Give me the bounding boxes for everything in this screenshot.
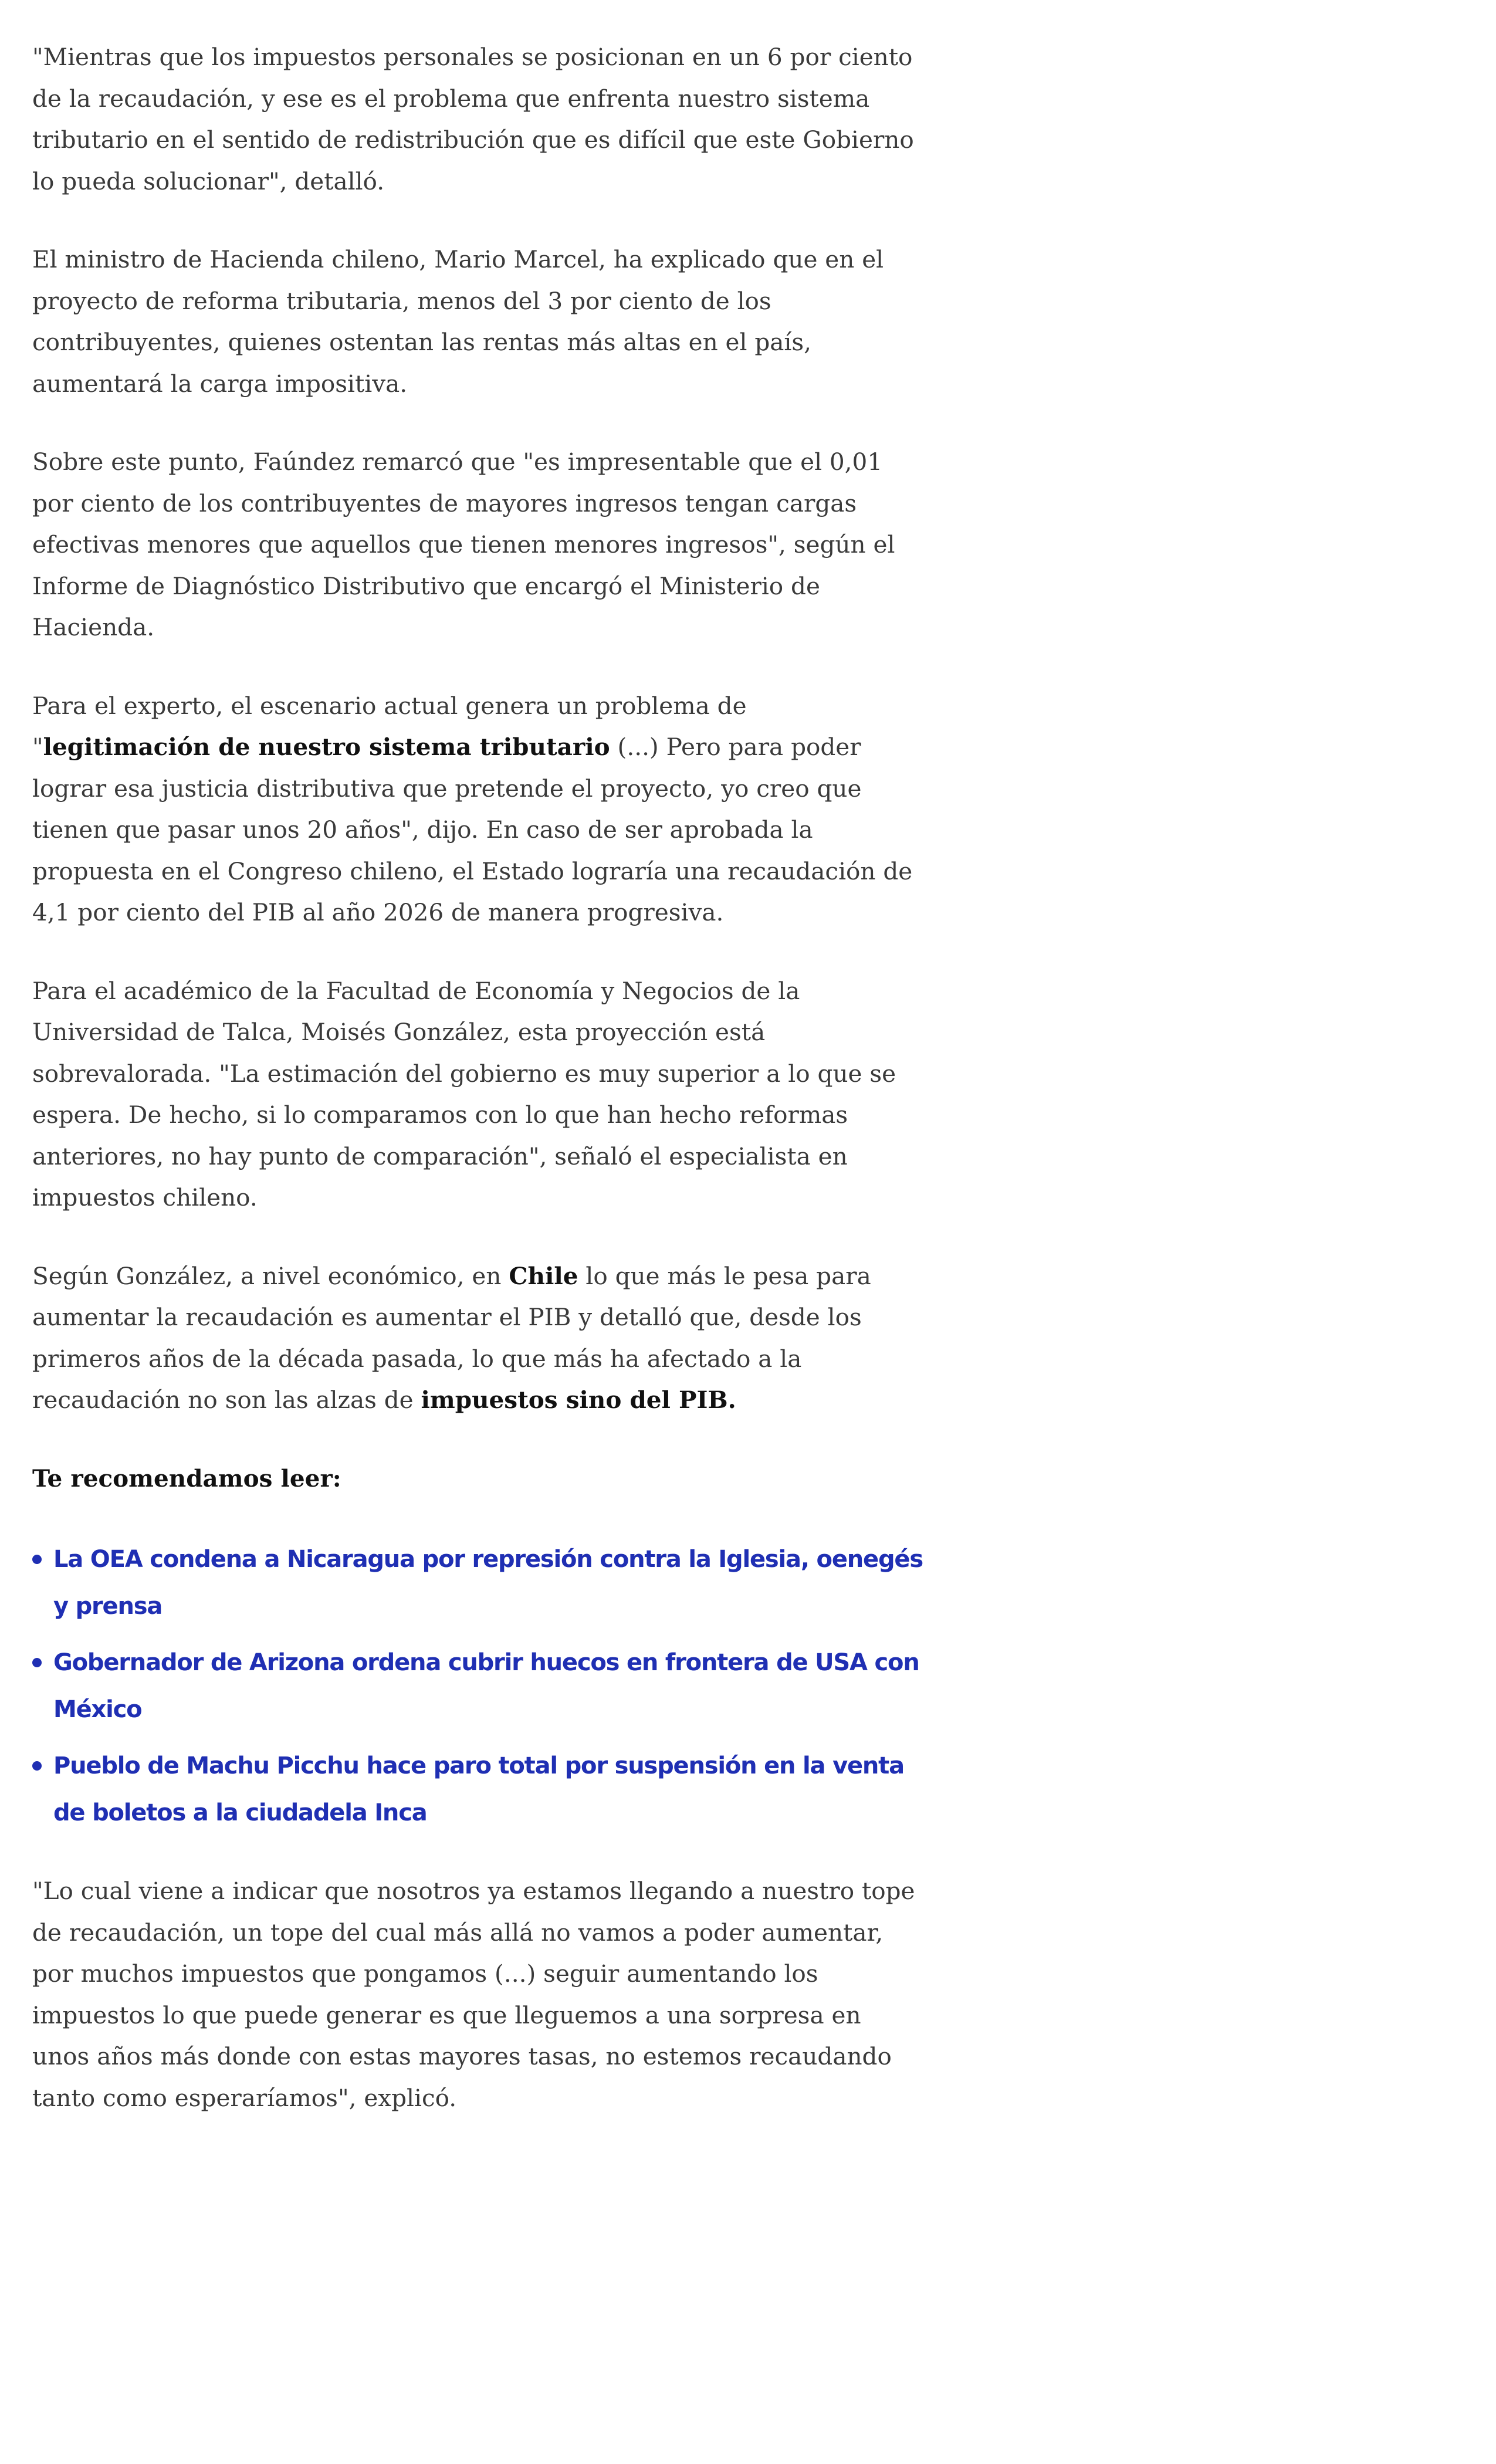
paragraph-6-bold-phrase: impuestos sino del PIB. [421,1386,736,1414]
recommended-heading: Te recomendamos leer: [32,1464,341,1492]
recommended-links-list [32,1536,924,1836]
paragraph-4-text-start: Para el experto, el escenario actual genera un problema de " [32,691,747,761]
paragraph-6-text-start: Según González, a nivel económico, en [32,1261,509,1290]
paragraph-4-bold-phrase: legitimación de nuestro sistema tributario [43,733,610,761]
paragraph-4-text-end: (...) Pero para poder lograr esa justicia distributiva que pretende el proyecto, yo creo que tienen que pasar unos 20 años", dijo. En caso de ser aprobada la propuesta en el Congreso chileno, el Estado lograría una recaudación de 4,1 por ciento del PIB al año 2026 de manera progresiva. [32,733,913,926]
paragraph-6-bold-country: Chile [509,1261,578,1290]
recommended-list-item [32,1536,924,1630]
recommended-list-item [32,1742,924,1836]
bullet-icon [32,1555,42,1564]
article-paragraph-2: El ministro de Hacienda chileno, Mario Marcel, ha explicado que en el proyecto de reforma tributaria, menos del 3 por ciento de los contribuyentes, quienes ostentan las rentas más altas en el país, aumentará la carga impositiva. [32,245,884,398]
recommended-list-item [32,1639,924,1733]
recommended-link-machu-picchu[interactable]: Pueblo de Machu Picchu hace paro total por suspensión en la venta de boletos a la ciudadela Inca [53,1752,904,1826]
article-paragraph-1: "Mientras que los impuestos personales se posicionan en un 6 por ciento de la recaudación, y ese es el problema que enfrenta nuestro sistema tributario en el sentido de redistribución que es difícil que este Gobierno lo pueda solucionar", detalló. [32,43,914,195]
bullet-icon [32,1658,42,1667]
article-paragraph-5: Para el académico de la Facultad de Economía y Negocios de la Universidad de Talca, Moisés González, esta proyección está sobrevalorada. "La estimación del gobierno es muy superior a lo que se espera. De hecho, si lo comparamos con lo que han hecho reformas anteriores, no hay punto de comparación", señaló el especialista en impuestos chileno. [32,976,896,1211]
recommended-link-arizona-border[interactable]: Gobernador de Arizona ordena cubrir huecos en frontera de USA con México [53,1649,919,1723]
article-body [32,36,924,2155]
article-paragraph-4 [32,685,924,933]
article-paragraph-3: Sobre este punto, Faúndez remarcó que "es impresentable que el 0,01 por ciento de los contribuyentes de mayores ingresos tengan cargas efectivas menores que aquellos que tienen menores ingresos", según el Informe de Diagnóstico Distributivo que encargó el Ministerio de Hacienda. [32,448,895,641]
article-paragraph-6 [32,1255,924,1421]
recommended-link-oea-nicaragua[interactable]: La OEA condena a Nicaragua por represión contra la Iglesia, oenegés y prensa [53,1546,923,1620]
bullet-icon [32,1761,42,1771]
paragraph-6-text-middle: lo que más le pesa para aumentar la recaudación es aumentar el PIB y detalló que, desde los primeros años de la década pasada, lo que más ha afectado a la recaudación no son las alzas de [32,1261,871,1414]
article-paragraph-7: "Lo cual viene a indicar que nosotros ya estamos llegando a nuestro tope de recaudación, un tope del cual más allá no vamos a poder aumentar, por muchos impuestos que pongamos (...) seguir aumentando los impuestos lo que puede generar es que lleguemos a una sorpresa en unos años más donde con estas mayores tasas, no estemos recaudando tanto como esperaríamos", explicó. [32,1877,915,2112]
